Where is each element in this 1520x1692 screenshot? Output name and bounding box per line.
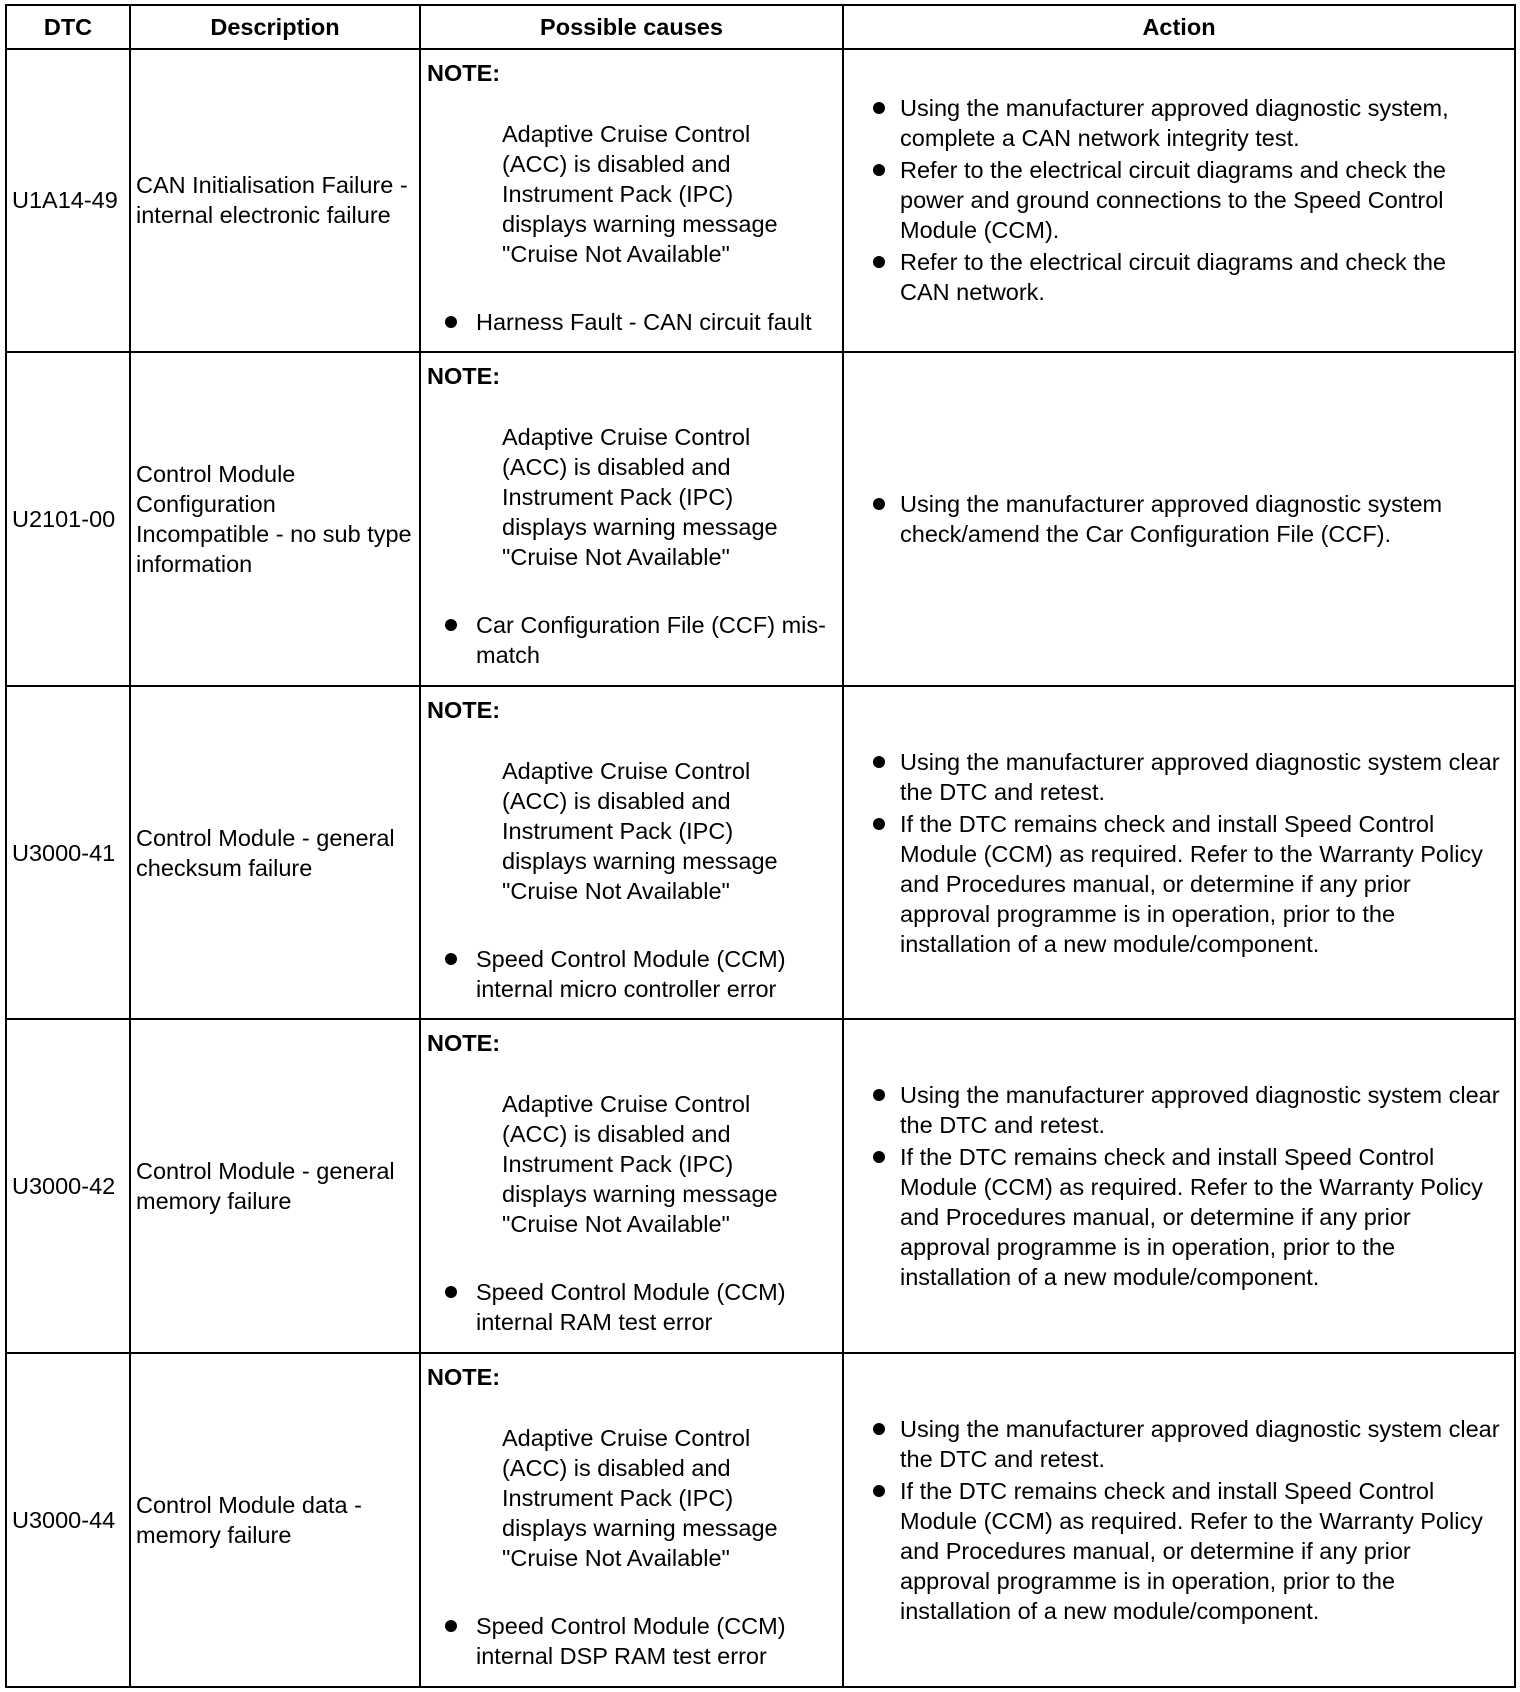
action-item: [856, 1414, 1500, 1474]
cause-item: [427, 610, 838, 675]
dtc-description: CAN Initialisation Failure - internal electronic failure: [130, 49, 420, 352]
bullet-icon: [873, 102, 885, 114]
action-text: Using the manufacturer approved diagnostic system clear the DTC and retest.: [900, 748, 1500, 805]
cause-item: [427, 1611, 838, 1676]
action-cell: [843, 49, 1515, 352]
action-text: Using the manufacturer approved diagnostic system, complete a CAN network integrity test.: [900, 95, 1449, 152]
action-list: [856, 747, 1500, 959]
cause-item: [427, 1277, 838, 1342]
bullet-icon: [445, 1286, 457, 1298]
action-text: Using the manufacturer approved diagnostic system clear the DTC and retest.: [900, 1416, 1500, 1473]
action-list: [856, 489, 1500, 549]
note-label: NOTE:: [427, 362, 501, 389]
header-dtc: DTC: [6, 5, 130, 49]
note-label: NOTE:: [427, 696, 501, 723]
cause-text: Speed Control Module (CCM) internal RAM test error: [476, 1279, 786, 1336]
bullet-icon: [873, 1485, 885, 1497]
table-row: [6, 352, 1515, 686]
action-item: [856, 1080, 1500, 1140]
action-item: [856, 93, 1500, 153]
note-text: Adaptive Cruise Control (ACC) is disabled and Instrument Pack (IPC) displays warning message "Cruise Not Available": [502, 1091, 778, 1238]
action-item: [856, 1142, 1500, 1292]
bullet-icon: [445, 619, 457, 631]
bullet-icon: [445, 316, 457, 328]
table-row: [6, 686, 1515, 1020]
note-label: NOTE:: [427, 1030, 501, 1057]
cause-text: Car Configuration File (CCF) mis-match: [476, 611, 826, 668]
header-action: Action: [843, 5, 1515, 49]
table-body: [6, 49, 1515, 1687]
cause-text: Harness Fault - CAN circuit fault: [476, 309, 812, 335]
action-cell: [843, 352, 1515, 686]
note-text: Adaptive Cruise Control (ACC) is disabled and Instrument Pack (IPC) displays warning message "Cruise Not Available": [502, 757, 778, 904]
action-text: Refer to the electrical circuit diagrams and check the CAN network.: [900, 249, 1446, 306]
bullet-icon: [873, 1423, 885, 1435]
action-text: Using the manufacturer approved diagnostic system clear the DTC and retest.: [900, 1082, 1500, 1139]
dtc-description: Control Module data - memory failure: [130, 1353, 420, 1687]
header-description: Description: [130, 5, 420, 49]
table-row: [6, 1019, 1515, 1353]
bullet-icon: [873, 164, 885, 176]
action-text: If the DTC remains check and install Speed Control Module (CCM) as required. Refer to the Warranty Policy and Procedures manual, or determine if any prior approval programme is in operation, prior to the installation of a new module/component.: [900, 810, 1483, 957]
possible-causes-cell: [420, 686, 843, 1020]
action-item: [856, 809, 1500, 959]
dtc-code: U3000-42: [6, 1019, 130, 1353]
action-list: [856, 1080, 1500, 1292]
possible-causes-cell: [420, 49, 843, 352]
action-cell: [843, 686, 1515, 1020]
note-text: Adaptive Cruise Control (ACC) is disabled and Instrument Pack (IPC) displays warning message "Cruise Not Available": [502, 121, 778, 267]
bullet-icon: [873, 498, 885, 510]
bullet-icon: [873, 818, 885, 830]
action-text: Refer to the electrical circuit diagrams and check the power and ground connections to the Speed Control Module (CCM).: [900, 157, 1446, 244]
action-item: [856, 1476, 1500, 1626]
possible-causes-cell: [420, 1019, 843, 1353]
action-item: [856, 155, 1500, 245]
dtc-description: Control Module - general memory failure: [130, 1019, 420, 1353]
header-row: [6, 5, 1515, 49]
dtc-table: [5, 4, 1516, 1688]
bullet-icon: [873, 256, 885, 268]
cause-text: Speed Control Module (CCM) internal micro controller error: [476, 945, 786, 1002]
table-row: [6, 1353, 1515, 1687]
action-list: [856, 93, 1500, 307]
action-list: [856, 1414, 1500, 1626]
action-cell: [843, 1019, 1515, 1353]
cause-item: [427, 307, 838, 342]
table-row: [6, 49, 1515, 352]
action-text: If the DTC remains check and install Speed Control Module (CCM) as required. Refer to the Warranty Policy and Procedures manual, or determine if any prior approval programme is in operation, prior to the installation of a new module/component.: [900, 1144, 1483, 1291]
bullet-icon: [873, 756, 885, 768]
note-label: NOTE:: [427, 1364, 501, 1391]
dtc-description: Control Module Configuration Incompatible - no sub type information: [130, 352, 420, 686]
dtc-description: Control Module - general checksum failure: [130, 686, 420, 1020]
bullet-icon: [445, 953, 457, 965]
dtc-code: U3000-44: [6, 1353, 130, 1687]
possible-causes-cell: [420, 1353, 843, 1687]
action-item: [856, 489, 1500, 549]
action-item: [856, 247, 1500, 307]
action-cell: [843, 1353, 1515, 1687]
cause-text: Speed Control Module (CCM) internal DSP RAM test error: [476, 1613, 786, 1670]
dtc-code: U1A14-49: [6, 49, 130, 352]
cause-item: [427, 944, 838, 1009]
note-label: NOTE:: [427, 60, 501, 86]
dtc-code: U2101-00: [6, 352, 130, 686]
action-item: [856, 747, 1500, 807]
action-text: If the DTC remains check and install Speed Control Module (CCM) as required. Refer to the Warranty Policy and Procedures manual, or determine if any prior approval programme is in operation, prior to the installation of a new module/component.: [900, 1478, 1483, 1625]
dtc-code: U3000-41: [6, 686, 130, 1020]
bullet-icon: [873, 1151, 885, 1163]
note-text: Adaptive Cruise Control (ACC) is disabled and Instrument Pack (IPC) displays warning message "Cruise Not Available": [502, 1425, 778, 1572]
note-text: Adaptive Cruise Control (ACC) is disabled and Instrument Pack (IPC) displays warning message "Cruise Not Available": [502, 423, 778, 570]
action-text: Using the manufacturer approved diagnostic system check/amend the Car Configuration File (CCF).: [900, 490, 1443, 547]
bullet-icon: [873, 1089, 885, 1101]
possible-causes-cell: [420, 352, 843, 686]
bullet-icon: [445, 1620, 457, 1632]
header-possible-causes: Possible causes: [420, 5, 843, 49]
